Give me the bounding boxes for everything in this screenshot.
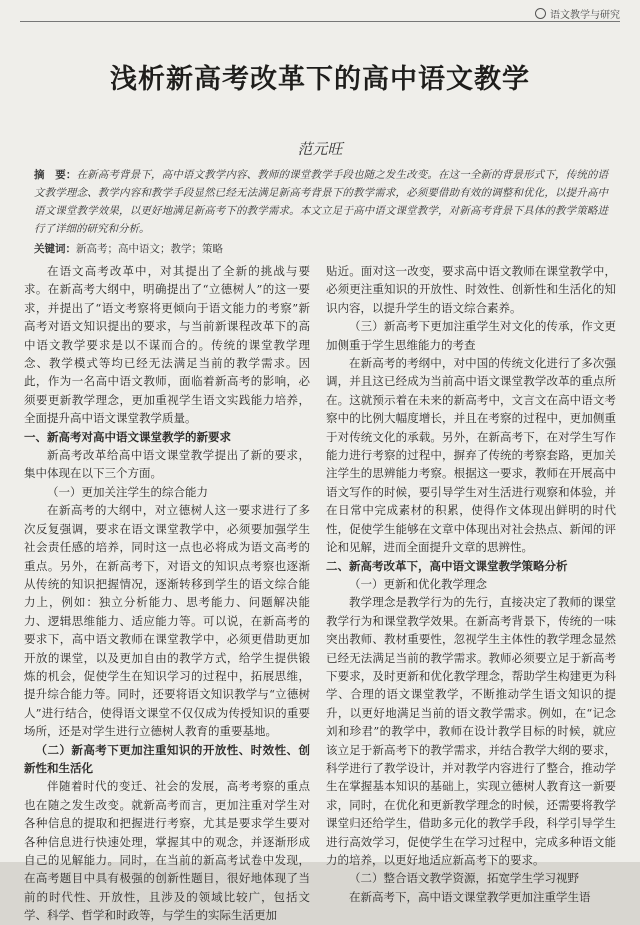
left-column — [24, 262, 310, 925]
author-name: 范元旺 — [297, 140, 343, 158]
circle-icon — [535, 8, 546, 19]
body-paragraph: 教学理念是教学行为的先行，直接决定了教师的课堂教学行为和课堂教学效果。在新高考背景下，传统的一味突出教师、教材重要性，忽视学生主体性的教学理念显然已经无法满足当前的教学需求。教师必须要立足于新高考下要求，及时更新和优化教学理念，帮助学生构建更为科学、合理的语文课堂教学，不断推动学生语文知识的提升，以更好地满足当前的语文教学需求。例如，在“记念刘和珍君”的教学中，教师在设计教学目标的时候，就应该立足于新高考下的教学需求，并结合教学大纲的要求，科学进行了教学设计，并对教学内容进行了整合，推动学生在掌握基本知识的基础上，实现立德树人教育这一新要求，同时，在优化和更新教学理念的时候，还需要将教学课堂归还给学生，借助多元化的教学手段，科学引导学生进行高效学习，促使学生在学习过程中，完成多种语文能力的培养，以更好地适应新高考下的要求。 — [326, 595, 616, 867]
abstract-label: 摘 要： — [34, 169, 77, 181]
subsection-heading: （一）更新和优化教学理念 — [349, 576, 487, 591]
subsection-heading: （二）新高考下更加注重知识的开放性、时效性、创新性和生活化 — [24, 742, 310, 775]
section-heading: 一、新高考对高中语文课堂教学的新要求 — [24, 429, 231, 444]
section-heading: 二、新高考改革下，高中语文课堂教学策略分析 — [326, 558, 568, 573]
keywords — [34, 240, 608, 258]
subsection-heading: （三）新高考下更加注重学生对文化的传承，作文更加侧重于学生思维能力的考查 — [326, 319, 616, 352]
header-rule — [20, 21, 620, 22]
body-paragraph: 伴随着时代的变迁、社会的发展，高考考察的重点也在随之发生改变。就新高考而言，更加注重对学生对各种信息的提取和把握进行考察，尤其是要求学生要对各种信息进行快速处理，掌握其中的观念，并逐渐形成自己的见解能力。同时，在当前的新高考试卷中发现，在高考题目中具有极强的创新性题目，很好地体现了当前的时代性、开放性，且涉及的领域比较广，包括文学、科学、哲学和时政等，与学生的实际生活更加 — [24, 779, 310, 923]
body-paragraph: 贴近。面对这一改变，要求高中语文教师在课堂教学中，必须更注重知识的开放性、时效性、创新性和生活化的知识内容，以提升学生的语文综合素养。 — [326, 264, 616, 315]
body-paragraph: 在新高考的考纲中，对中国的传统文化进行了多次强调，并且这已经成为当前高中语文课堂教学改革的重点所在。这就预示着在未来的新高考中，文言文在高中语文考察中的比例大幅度增长，并且在考察的过程中，更加侧重于对传统文化的承载。另外，在新高考下，在对学生写作能力进行考察的过程中，摒弃了传统的考察套路，更加关注学生的思辨能力考察。根据这一要求，教师在开展高中语文写作的时候，要引导学生对生活进行观察和体验，并在日常中完成素材的积累，使得作文体现出鲜明的时代性，促使学生能够在文章中体现出对社会热点、新闻的评论和见解，进而全面提升文章的思辨性。 — [326, 356, 616, 555]
body-paragraph: 在新高考的大纲中，对立德树人这一要求进行了多次反复强调，要求在语文课堂教学中，必须要加强学生社会责任感的培养，同时这一点也必将成为语文高考的重点。另外，在新高考下，对语文的知识点考察也逐渐从传统的知识把握情况，逐渐转移到学生的语文综合能力上，例如：独立分析能力、思考能力、问题解决能力、逻辑思维能力、适应能力等。可以说，在新高考的要求下，高中语文教师在课堂教学中，必须更借助更加开放的课堂，以及更加自由的教学方式，给学生提供锻炼的机会，促使学生在知识学习的过程中，拓展思维，提升综合能力等。同时，还要将语文知识教学与“立德树人”进行结合，使得语文课堂不仅仅成为传授知识的重要场所，还是对学生进行立德树人教育的重要基地。 — [24, 503, 310, 739]
subsection-heading: （一）更加关注学生的综合能力 — [47, 484, 208, 499]
abstract-text: 在新高考背景下，高中语文教学内容、教师的课堂教学手段也随之发生改变。在这一全新的背景形式下，传统的语文教学理念、教学内容和教学手段显然已经无法满足新高考背景下的教学需求，必须要借助有效的调整和优化，以提升高中语文课堂教学效果，以更好地满足新高考下的教学需求。本文立足于高中语文课堂教学，对新高考背景下具体的教学策略进行了详细的研究和分析。 — [34, 169, 609, 235]
body-paragraph: 在语文高考改革中，对其提出了全新的挑战与要求。在新高考大纲中，明确提出了“立德树人”的这一要求，并提出了“语文考察将更倾向于语文能力的考察”新高考对语文知识提出的要求，与当前新课程改革下的高中语文教学要求是以不谋而合的。传统的课堂教学理念、教学模式等均已经无法满足当前的教学需求。因此，作为一名高中语文教师，面临着新高考的影响，必须要更新教学理念，更加重视学生语文实践能力培养，全面提升高中语文课堂教学质量。 — [24, 264, 310, 426]
running-header — [535, 6, 620, 21]
keywords-text: 新高考；高中语文；教学；策略 — [76, 243, 223, 255]
body-paragraph: 新高考改革给高中语文课堂教学提出了新的要求，集中体现在以下三个方面。 — [24, 448, 310, 481]
article-title: 浅析新高考改革下的高中语文教学 — [110, 64, 530, 95]
subsection-heading: （二）整合语文教学资源，拓宽学生学习视野 — [349, 871, 579, 886]
body-paragraph: 在新高考下，高中语文课堂教学更加注重学生语 — [349, 889, 591, 904]
abstract — [34, 166, 608, 238]
right-column — [326, 262, 616, 906]
keywords-label: 关键词： — [34, 243, 76, 255]
running-header-text: 语文教学与研究 — [550, 10, 620, 21]
